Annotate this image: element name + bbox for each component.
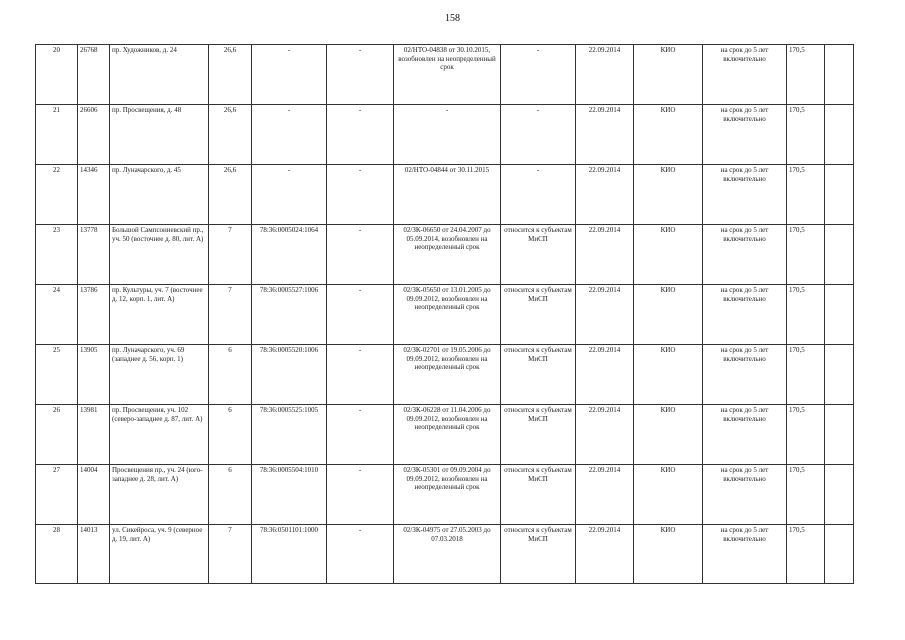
address-cell: Просвещения пр., уч. 24 (юго-западнее д. 28, лит. А)	[110, 465, 209, 525]
object-id-cell: 26768	[78, 45, 110, 105]
object-id-cell: 26606	[78, 105, 110, 165]
address-cell: Большой Сампсониевский пр., уч. 50 (восточнее д. 80, лит. А)	[110, 225, 209, 285]
date-cell: 22.09.2014	[576, 405, 634, 465]
amount-cell: 170,5	[787, 345, 825, 405]
contract-cell: 02/ЗК-05650 от 13.01.2005 до 09.09.2012, возобновлен на неопределенный срок	[394, 285, 501, 345]
note-cell	[825, 345, 854, 405]
table-row	[36, 45, 854, 105]
cadastral-number-cell: -	[252, 45, 327, 105]
address-cell: пр. Художников, д. 24	[110, 45, 209, 105]
term-cell: на срок до 5 лет включительно	[703, 405, 787, 465]
term-cell: на срок до 5 лет включительно	[703, 345, 787, 405]
row-number-cell: 23	[36, 225, 78, 285]
extra-cell: -	[327, 105, 394, 165]
cadastral-number-cell: 78:36:0005527:1006	[252, 285, 327, 345]
cadastral-number-cell: 78:36:0005520:1006	[252, 345, 327, 405]
object-id-cell: 13981	[78, 405, 110, 465]
date-cell: 22.09.2014	[576, 45, 634, 105]
contract-cell: 02/ЗК-05301 от 09.09.2004 до 09.09.2012, возобновлен на неопределенный срок	[394, 465, 501, 525]
note-cell	[825, 465, 854, 525]
object-id-cell: 13778	[78, 225, 110, 285]
area-cell: 6	[209, 345, 252, 405]
object-register-table	[35, 44, 854, 584]
amount-cell: 170,5	[787, 45, 825, 105]
authority-cell: КИО	[634, 405, 703, 465]
authority-cell: КИО	[634, 285, 703, 345]
extra-cell: -	[327, 165, 394, 225]
table-row	[36, 465, 854, 525]
authority-cell: КИО	[634, 165, 703, 225]
date-cell: 22.09.2014	[576, 105, 634, 165]
term-cell: на срок до 5 лет включительно	[703, 45, 787, 105]
contract-cell: 02/ЗК-06228 от 11.04.2006 до 09.09.2012, возобновлен на неопределенный срок	[394, 405, 501, 465]
amount-cell: 170,5	[787, 465, 825, 525]
cadastral-number-cell: 78:36:0005525:1005	[252, 405, 327, 465]
note-cell	[825, 105, 854, 165]
address-cell: пр. Просвещения, уч. 102 (северо-западнее д. 87, лит. А)	[110, 405, 209, 465]
table-row	[36, 165, 854, 225]
object-id-cell: 13905	[78, 345, 110, 405]
note-cell	[825, 225, 854, 285]
amount-cell: 170,5	[787, 165, 825, 225]
smb-status-cell: относится к субъектам МиСП	[501, 345, 576, 405]
object-id-cell: 14346	[78, 165, 110, 225]
object-id-cell: 14004	[78, 465, 110, 525]
contract-cell: 02/НТО-04838 от 30.10.2015, возобновлен на неопределенный срок	[394, 45, 501, 105]
extra-cell: -	[327, 45, 394, 105]
row-number-cell: 25	[36, 345, 78, 405]
smb-status-cell: относится к субъектам МиСП	[501, 465, 576, 525]
authority-cell: КИО	[634, 225, 703, 285]
area-cell: 26,6	[209, 105, 252, 165]
authority-cell: КИО	[634, 45, 703, 105]
note-cell	[825, 405, 854, 465]
term-cell: на срок до 5 лет включительно	[703, 165, 787, 225]
cadastral-number-cell: 78:36:0005024:1064	[252, 225, 327, 285]
area-cell: 7	[209, 285, 252, 345]
row-number-cell: 22	[36, 165, 78, 225]
cadastral-number-cell: -	[252, 105, 327, 165]
term-cell: на срок до 5 лет включительно	[703, 525, 787, 584]
area-cell: 26,6	[209, 45, 252, 105]
extra-cell: -	[327, 465, 394, 525]
amount-cell: 170,5	[787, 225, 825, 285]
table-row	[36, 105, 854, 165]
cadastral-number-cell: 78:36:0501101:1000	[252, 525, 327, 584]
date-cell: 22.09.2014	[576, 225, 634, 285]
table-row	[36, 345, 854, 405]
term-cell: на срок до 5 лет включительно	[703, 285, 787, 345]
area-cell: 7	[209, 525, 252, 584]
term-cell: на срок до 5 лет включительно	[703, 465, 787, 525]
extra-cell: -	[327, 525, 394, 584]
address-cell: ул. Сикейроса, уч. 9 (северное д. 19, лит. А)	[110, 525, 209, 584]
table-row	[36, 525, 854, 584]
area-cell: 6	[209, 405, 252, 465]
date-cell: 22.09.2014	[576, 345, 634, 405]
extra-cell: -	[327, 345, 394, 405]
authority-cell: КИО	[634, 105, 703, 165]
extra-cell: -	[327, 285, 394, 345]
note-cell	[825, 45, 854, 105]
smb-status-cell: -	[501, 45, 576, 105]
address-cell: пр. Луначарского, д. 45	[110, 165, 209, 225]
authority-cell: КИО	[634, 465, 703, 525]
row-number-cell: 28	[36, 525, 78, 584]
address-cell: пр. Луначарского, уч. 69 (западнее д. 56, корп. 1)	[110, 345, 209, 405]
amount-cell: 170,5	[787, 525, 825, 584]
object-id-cell: 13786	[78, 285, 110, 345]
table-row	[36, 405, 854, 465]
contract-cell: 02/ЗК-06650 от 24.04.2007 до 05.09.2014, возобновлен на неопределенный срок	[394, 225, 501, 285]
note-cell	[825, 165, 854, 225]
row-number-cell: 20	[36, 45, 78, 105]
row-number-cell: 21	[36, 105, 78, 165]
note-cell	[825, 285, 854, 345]
table-row	[36, 225, 854, 285]
date-cell: 22.09.2014	[576, 525, 634, 584]
smb-status-cell: -	[501, 105, 576, 165]
amount-cell: 170,5	[787, 405, 825, 465]
area-cell: 7	[209, 225, 252, 285]
contract-cell: 02/НТО-04844 от 30.11.2015	[394, 165, 501, 225]
authority-cell: КИО	[634, 525, 703, 584]
smb-status-cell: относится к субъектам МиСП	[501, 525, 576, 584]
note-cell	[825, 525, 854, 584]
area-cell: 6	[209, 465, 252, 525]
amount-cell: 170,5	[787, 105, 825, 165]
extra-cell: -	[327, 225, 394, 285]
smb-status-cell: относится к субъектам МиСП	[501, 405, 576, 465]
contract-cell: 02/ЗК-02701 от 19.05.2006 до 09.09.2012, возобновлен на неопределенный срок	[394, 345, 501, 405]
object-id-cell: 14013	[78, 525, 110, 584]
address-cell: пр. Просвещения, д. 48	[110, 105, 209, 165]
smb-status-cell: относится к субъектам МиСП	[501, 285, 576, 345]
term-cell: на срок до 5 лет включительно	[703, 225, 787, 285]
smb-status-cell: относится к субъектам МиСП	[501, 225, 576, 285]
page-number: 158	[445, 13, 460, 24]
authority-cell: КИО	[634, 345, 703, 405]
extra-cell: -	[327, 405, 394, 465]
cadastral-number-cell: 78:36:0005504:1010	[252, 465, 327, 525]
contract-cell: 02/ЗК-04975 от 27.05.2003 до 07.03.2018	[394, 525, 501, 584]
date-cell: 22.09.2014	[576, 285, 634, 345]
table-body	[36, 45, 854, 584]
row-number-cell: 26	[36, 405, 78, 465]
smb-status-cell: -	[501, 165, 576, 225]
amount-cell: 170,5	[787, 285, 825, 345]
table-row	[36, 285, 854, 345]
address-cell: пр. Культуры, уч. 7 (восточнее д. 12, корп. 1, лит. А)	[110, 285, 209, 345]
cadastral-number-cell: -	[252, 165, 327, 225]
contract-cell: -	[394, 105, 501, 165]
term-cell: на срок до 5 лет включительно	[703, 105, 787, 165]
date-cell: 22.09.2014	[576, 165, 634, 225]
row-number-cell: 24	[36, 285, 78, 345]
area-cell: 26,6	[209, 165, 252, 225]
row-number-cell: 27	[36, 465, 78, 525]
date-cell: 22.09.2014	[576, 465, 634, 525]
